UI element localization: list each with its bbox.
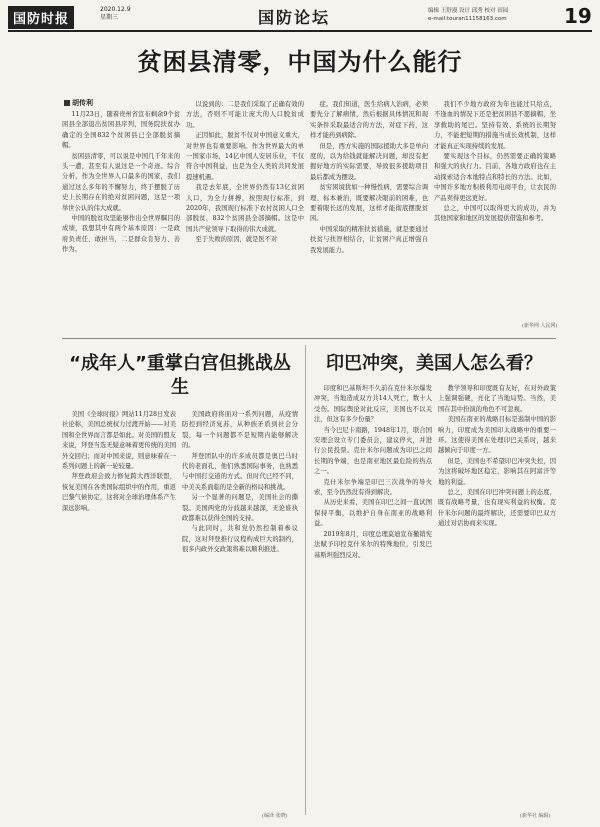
page-number: 19 (564, 4, 592, 28)
article1-column-2: 以说到的：二是我们采取了正确有效的方法，否则不可能让庞大的人口脱贫成功。 正因如此，脱贫不仅对中国意义重大，对世界也有重要影响。作为世界最大的单一国家市场，14亿中国人安居乐业，不仅符合中国利益，也是为全人类的共同发展提速机遇。 我是去年底，全世界仍然有13亿贫困人口，为全力拼搏，按照现行标准，到2020年，我国现行标准下农村贫困人口全部脱贫，832个贫困县全部摘帽。这是中国共产党领导下取得的伟大成就。 至于失败的原因，就是医不对 (186, 101, 304, 244)
article1-title: 贫困县清零，中国为什么能行 (137, 48, 463, 76)
column-divider (305, 345, 306, 815)
article3-column-1: 印度和巴基斯坦不久前在克什米尔爆发冲突，当地造成双方共14人死亡，数十人受伤。国际舆论对此反应，美国也不以关注，但这有多少份量？ 当今巴尼卡南路，1948年1月，联合国安理会设立专门委员会，建议停火，并进行公民投票。克什米尔问题成为印巴之间长期的争端，也是南亚地区最危险的热点之一。 克什米尔争端是印巴三次战争的导火索，至今仍然没有得到解决。 从历史来看，美国在印巴之间一直试图保持平衡，以维护自身在南亚的战略利益。 2019年8月，印度总理莫迪宣布撤销宪法赋予印控克什米尔的特殊地位，引发巴基斯坦强烈反对。 (314, 385, 432, 559)
article2-credit: (编译 张晓) (262, 813, 288, 819)
article2-title: “成年人”重掌白宫但挑战丛生 (69, 353, 291, 398)
article1-column-4: 我们不少地方政府为年也能过只给点，不逢血的情况下还是把贫困县不愿摘帽，坐享救助的尾巴。坚持有效、系统的长期努力，不能把短期的措施当成长效机制，这样才能真正实现持续的发展。 要实现这个目标，仍然需要正确的策略和强大的执行力。目前，各地方政府也在主动探索适合本地特点和特长的方法。比如，中国许多地方积极利用电商平台，让农民的产品卖得更远更好。 总之，中国可以取得更大的成功，并为其他国家和地区的发展提供借鉴和参考。 (434, 101, 556, 223)
section-divider (62, 338, 556, 339)
editor-email: e-mail:touran11158163.com (428, 16, 507, 22)
article2-column-2: 美国政府将面对一系列问题，从疫情防控到经济复苏，从种族矛盾到社会分裂，每一个问题都不是短期内能够解决的。 拜登团队中的许多成员都是奥巴马时代的老面孔，他们熟悉国际事务，也熟悉与中国打交道的方式。但时代已经不同，中美关系面临的是全新的格局和挑战。 另一个显著的问题是，美国社会的撕裂。美国两党的分歧越来越深，无论谁执政都难以获得全国的支持。 与此同时，共和党仍然控制着参议院，这对拜登推行议程构成巨大的制约，很多内政外交政策将难以顺利推进。 (182, 411, 298, 554)
editor-info (428, 7, 508, 23)
issue-date-number: 2020.12.9 (100, 6, 131, 13)
issue-weekday: 星期三 (100, 14, 119, 21)
article3-column-2: 教学领导和印度既有友好，在对外政策上强调强硬，亮化了当地局势。当然，美国在其中扮演的角色不可忽视。 美国在南亚的战略目标是遏制中国的影响力，印度成为美国印太战略中的重要一环。这使得美国在处理印巴关系时，越来越倾向于印度一方。 但是，美国也不希望印巴冲突失控，因为这将破坏地区稳定，影响其在阿富汗等地的利益。 总之，美国在印巴冲突问题上的态度，既有战略考量，也有现实利益的权衡。克什米尔问题的最终解决，还需要印巴双方通过对话协商来实现。 (438, 385, 556, 528)
article1-author: 胡传利 (72, 99, 93, 107)
article1-byline (64, 98, 93, 108)
article1-credit: (新华网 人民网) (522, 323, 558, 329)
masthead (8, 4, 592, 32)
article3-title: 印巴冲突，美国人怎么看？ (326, 353, 542, 374)
section-title: 国防论坛 (258, 8, 331, 27)
article1-column-1: 11月23日，随着贵州省宣布剩余9个贫困县全部退出贫困县序列，国务院扶贫办确定的全国832个贫困县已全部脱贫摘帽。 贫困县清零，可以说是中国几千年来的头一遭，甚至有人说这是一个奇迹。综合分析，作为全世界人口最多的国家，我们通过这么多年的不懈努力，终于摆脱了历史上长期存在的绝对贫困问题，这是一项举世公认的伟大成就。 中国的脱贫攻坚能够作出全世界瞩目的成绩，我想其中有两个基本原因：一是政府负责任、敢担当，二是群众肯努力、善作为。 (62, 111, 180, 254)
editor-names: 编辑 王舒漫 设计 邱秀 校对 田园 (428, 8, 509, 14)
newspaper-logo: 国防时报 (8, 6, 74, 29)
article2-column-1: 美国《全球时报》网站11月28日发表社论称，美国总统权力过渡开始——对美国和全世界而言都是如此。对美国的盟友来说，拜登当选无疑意味着更传统的美国外交回归；而对中国来说，则意味着在一系列问题上的新一轮较量。 拜登政府会致力修复跨大西洋联盟，恢复美国在各类国际组织中的作用，重返巴黎气候协定，这将对全球治理体系产生深远影响。 (62, 411, 176, 512)
article3-credit: (新华社 编辑) (520, 813, 551, 819)
article1-column-3: 症。我们知道，医生给病人治病，必须要先分了解病情，然后根据具体情况和现实条件采取最适合的方法，对症下药，这样才能药到病除。 但是，西方实施的国际援助大多是单向度的，以为给钱就能解决问题，却没有把握好地方的实际需要，导致很多援助项目最后都成为摆设。 贫穷困境犹如一种慢性病，需要综合调理、标本兼治，既要解决眼前的困难，也要着眼长远的发展，这样才能彻底摆脱贫困。 中国采取的精准扶贫措施，就是要通过扶贫与扶智相结合，让贫困户真正增强自我发展能力。 (310, 101, 428, 254)
issue-date (100, 6, 131, 22)
byline-marker-icon (64, 100, 70, 106)
